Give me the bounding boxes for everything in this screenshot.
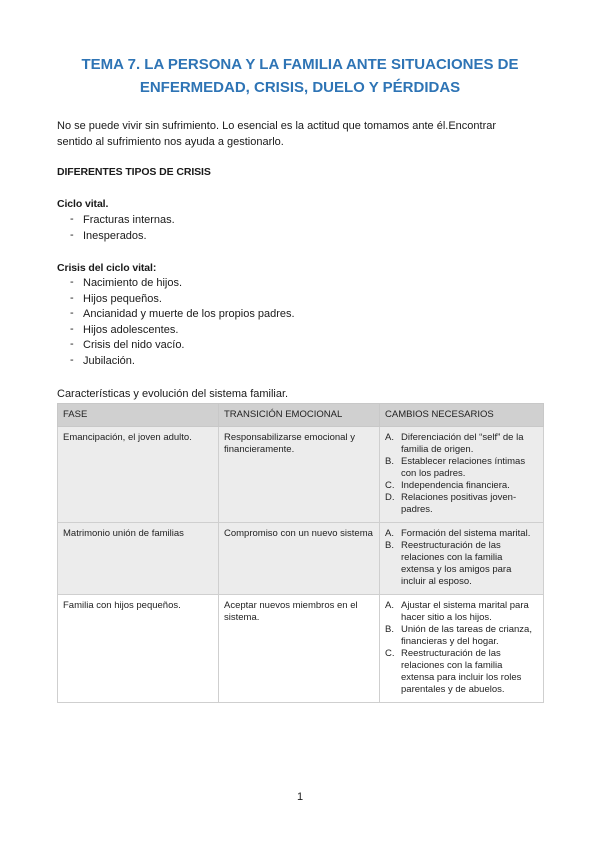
transicion-cell: Responsabilizarse emocional y financieramente. bbox=[219, 427, 380, 523]
table-row bbox=[58, 595, 544, 703]
crisis-ciclo-vital-list bbox=[70, 276, 295, 370]
column-header-transicion: TRANSICIÓN EMOCIONAL bbox=[219, 404, 380, 427]
cambios-cell bbox=[380, 523, 544, 595]
list-item: - Fracturas internas. bbox=[70, 213, 175, 226]
page-number: 1 bbox=[296, 791, 304, 803]
table-caption: Características y evolución del sistema familiar. bbox=[57, 388, 289, 400]
cambios-cell bbox=[380, 427, 544, 523]
transicion-cell: Compromiso con un nuevo sistema bbox=[219, 523, 380, 595]
intro-line-2: sentido al sufrimiento nos ayuda a gestionarlo. bbox=[57, 136, 284, 148]
change-item: D. Relaciones positivas joven-padres. bbox=[385, 492, 517, 515]
change-item: B. Unión de las tareas de crianza, financieras y del hogar. bbox=[385, 624, 532, 647]
page-title bbox=[40, 53, 560, 99]
title-line-1: TEMA 7. LA PERSONA Y LA FAMILIA ANTE SITUACIONES DE bbox=[81, 56, 519, 73]
change-item: A. Ajustar el sistema marital para hacer sitio a los hijos. bbox=[385, 600, 529, 623]
table-header-row bbox=[58, 404, 544, 427]
crisis-ciclo-vital-heading: Crisis del ciclo vital: bbox=[57, 262, 157, 274]
list-item: - Inesperados. bbox=[70, 228, 147, 242]
list-item: - Hijos pequeños. bbox=[70, 291, 162, 305]
intro-line-1: No se puede vivir sin sufrimiento. Lo esencial es la actitud que tomamos ante él.Encontrar bbox=[57, 120, 497, 132]
list-item: - Ancianidad y muerte de los propios padres. bbox=[70, 307, 295, 321]
change-item: C. Independencia financiera. bbox=[385, 480, 510, 491]
intro-paragraph bbox=[57, 118, 544, 150]
cambios-cell bbox=[380, 595, 544, 703]
list-item: - Jubilación. bbox=[70, 353, 135, 367]
list-item: - Hijos adolescentes. bbox=[70, 322, 179, 336]
family-system-table bbox=[57, 403, 544, 703]
change-item: A. Formación del sistema marital. bbox=[385, 528, 531, 539]
list-item: - Crisis del nido vacío. bbox=[70, 338, 185, 352]
section-heading: DIFERENTES TIPOS DE CRISIS bbox=[57, 166, 211, 178]
ciclo-vital-list bbox=[70, 213, 175, 244]
table-row bbox=[58, 523, 544, 595]
column-header-cambios: CAMBIOS NECESARIOS bbox=[380, 404, 544, 427]
list-item: - Nacimiento de hijos. bbox=[70, 276, 183, 289]
transicion-cell: Aceptar nuevos miembros en el sistema. bbox=[219, 595, 380, 703]
fase-cell: Matrimonio unión de familias bbox=[58, 523, 219, 595]
change-item: C. Reestructuración de las relaciones con la familia extensa para incluir los roles parentales y de abuelos. bbox=[385, 648, 522, 695]
change-item: A. Diferenciación del “self” de la familia de origen. bbox=[385, 432, 524, 455]
ciclo-vital-heading: Ciclo vital. bbox=[57, 198, 109, 210]
table-row bbox=[58, 427, 544, 523]
change-item: B. Establecer relaciones íntimas con los padres. bbox=[385, 456, 526, 479]
column-header-fase: FASE bbox=[58, 404, 219, 427]
fase-cell: Familia con hijos pequeños. bbox=[58, 595, 219, 703]
title-line-2: ENFERMEDAD, CRISIS, DUELO Y PÉRDIDAS bbox=[139, 79, 461, 96]
fase-cell: Emancipación, el joven adulto. bbox=[58, 427, 219, 523]
change-item: B. Reestructuración de las relaciones con la familia extensa y los amigos para incluir al esposo. bbox=[385, 540, 512, 587]
